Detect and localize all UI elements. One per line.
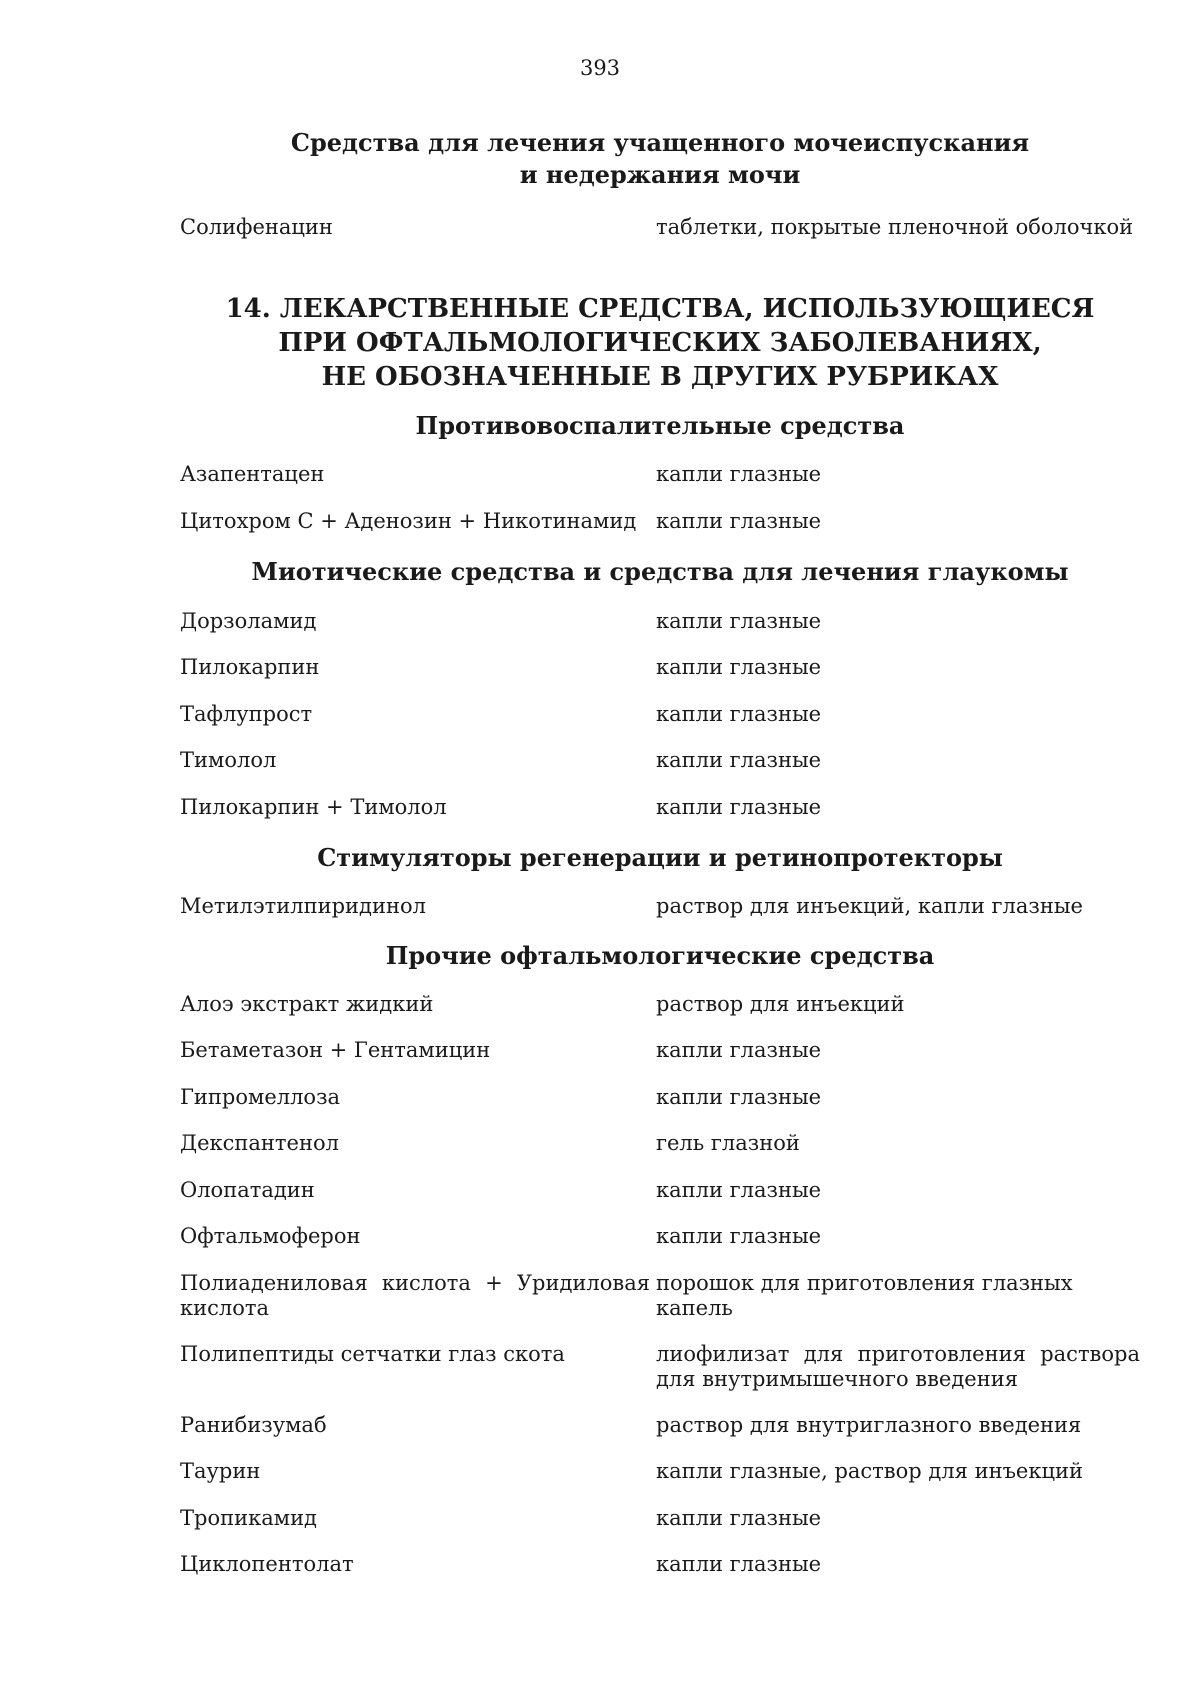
drug-name: Пилокарпин — [180, 655, 320, 679]
dosage-form: капли глазные — [656, 609, 822, 633]
drug-name: Гипромеллоза — [180, 1085, 341, 1109]
dosage-form: капли глазные — [656, 1224, 822, 1248]
dosage-form: лиофилизат для приготовления раствора для внутримышечного введения — [656, 1342, 1140, 1391]
section-heading-line: Средства для лечения учащенного мочеиспускания — [290, 128, 1030, 157]
section-heading-line: Стимуляторы регенерации и ретинопротекторы — [317, 843, 1003, 872]
dosage-form: гель глазной — [656, 1131, 800, 1155]
drug-name: Тимолол — [180, 748, 277, 772]
drug-name: Тропикамид — [180, 1506, 317, 1530]
dosage-form: капли глазные — [656, 1085, 822, 1109]
dosage-form: капли глазные — [656, 1178, 822, 1202]
dosage-form: раствор для инъекций — [656, 992, 905, 1016]
drug-name: Азапентацен — [180, 462, 325, 486]
dosage-form: капли глазные — [656, 462, 822, 486]
chapter-heading — [180, 292, 1140, 394]
section-heading-regeneration — [180, 842, 1140, 874]
drug-name: Полиадениловая кислота + Уридиловая кислота — [180, 1271, 650, 1320]
dosage-form: капли глазные — [656, 1506, 822, 1530]
drug-name: Бетаметазон + Гентамицин — [180, 1038, 491, 1062]
section-heading-line: Противовоспалительные средства — [415, 411, 905, 440]
dosage-form: капли глазные — [656, 702, 822, 726]
chapter-heading-line: ПРИ ОФТАЛЬМОЛОГИЧЕСКИХ ЗАБОЛЕВАНИЯХ, — [278, 328, 1042, 358]
drug-name: Полипептиды сетчатки глаз скота — [180, 1342, 565, 1366]
drug-name: Тафлупрост — [180, 702, 313, 726]
dosage-form: раствор для внутриглазного введения — [656, 1413, 1082, 1437]
section-heading-line: и недержания мочи — [519, 160, 801, 189]
section-heading-line: Миотические средства и средства для лечения глаукомы — [251, 557, 1069, 586]
dosage-form: раствор для инъекций, капли глазные — [656, 894, 1083, 918]
dosage-form: капли глазные — [656, 655, 822, 679]
dosage-form: капли глазные — [656, 795, 822, 819]
drug-name: Циклопентолат — [180, 1552, 354, 1576]
dosage-form: капли глазные — [656, 748, 822, 772]
dosage-form: капли глазные — [656, 1038, 822, 1062]
section-heading-glaucoma — [180, 556, 1140, 588]
section-heading-line: Прочие офтальмологические средства — [385, 941, 935, 970]
drug-name: Солифенацин — [180, 215, 333, 239]
dosage-form: порошок для приготовления глазных капель — [656, 1271, 1073, 1320]
drug-name: Декспантенол — [180, 1131, 339, 1155]
page-number: 393 — [579, 56, 621, 80]
section-heading-anti-inflammatory — [180, 410, 1140, 442]
section-heading-urinary — [180, 127, 1140, 191]
drug-name: Пилокарпин + Тимолол — [180, 795, 447, 819]
dosage-form: капли глазные — [656, 1552, 822, 1576]
drug-name: Дорзоламид — [180, 609, 317, 633]
dosage-form: капли глазные, раствор для инъекций — [656, 1459, 1083, 1483]
chapter-heading-line: НЕ ОБОЗНАЧЕННЫЕ В ДРУГИХ РУБРИКАХ — [321, 362, 999, 392]
drug-name: Таурин — [180, 1459, 261, 1483]
dosage-form: капли глазные — [656, 509, 822, 533]
chapter-heading-line: 14. ЛЕКАРСТВЕННЫЕ СРЕДСТВА, ИСПОЛЬЗУЮЩИЕСЯ — [225, 294, 1095, 324]
drug-name: Алоэ экстракт жидкий — [180, 992, 434, 1016]
drug-name: Ранибизумаб — [180, 1413, 327, 1437]
section-heading-other — [180, 940, 1140, 972]
dosage-form: таблетки, покрытые пленочной оболочкой — [656, 215, 1134, 239]
drug-name: Олопатадин — [180, 1178, 315, 1202]
drug-name: Метилэтилпиридинол — [180, 894, 426, 918]
drug-name: Цитохром С + Аденозин + Никотинамид — [180, 509, 637, 533]
drug-name: Офтальмоферон — [180, 1224, 361, 1248]
